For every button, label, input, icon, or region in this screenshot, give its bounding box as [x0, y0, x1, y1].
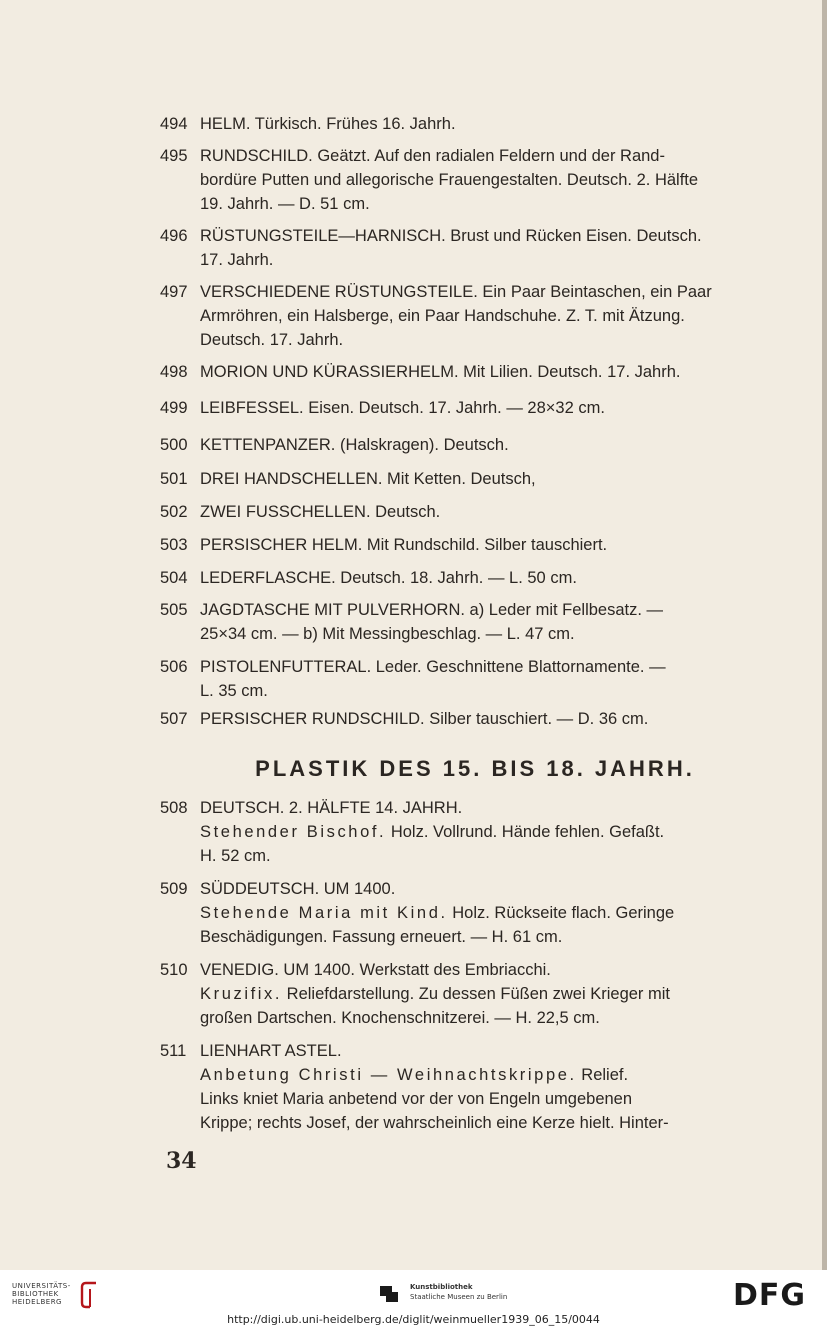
object-name: Stehender Bischof.	[200, 823, 387, 841]
source-url[interactable]: http://digi.ub.uni-heidelberg.de/diglit/weinmueller1939_06_15/0044	[227, 1313, 600, 1326]
entry-text: Reliefdarstellung. Zu dessen Füßen zwei Krieger mit	[282, 985, 670, 1003]
entry-text: LEDERFLASCHE. Deutsch. 18. Jahrh. — L. 50 cm.	[200, 569, 577, 587]
entry-text-continued: Links kniet Maria anbetend vor der von Engeln umgebenen	[200, 1090, 633, 1108]
entry-number: 508	[160, 799, 188, 817]
entry-number: 501	[160, 470, 188, 488]
catalog-entry-499	[160, 396, 790, 420]
catalog-entry-497	[160, 280, 790, 352]
entry-text-continued: großen Dartschen. Knochenschnitzerei. — H. 22,5 cm.	[200, 1009, 600, 1027]
object-name: Stehende Maria mit Kind.	[200, 904, 448, 922]
entry-text: RÜSTUNGSTEILE—HARNISCH. Brust und Rücken Eisen. Deutsch.	[200, 227, 702, 245]
entry-number: 503	[160, 536, 188, 554]
entry-text: RUNDSCHILD. Geätzt. Auf den radialen Feldern und der Rand-	[200, 147, 665, 165]
entry-text: MORION UND KÜRASSIERHELM. Mit Lilien. Deutsch. 17. Jahrh.	[200, 363, 681, 381]
entry-number: 495	[160, 147, 188, 165]
catalog-entry-510	[160, 958, 790, 1030]
catalog-entry-507	[160, 707, 790, 731]
entry-title: SÜDDEUTSCH. UM 1400.	[200, 880, 396, 898]
entry-number: 507	[160, 710, 188, 728]
entry-text-continued: Krippe; rechts Josef, der wahrscheinlich eine Kerze hielt. Hinter-	[200, 1114, 669, 1132]
entry-text-continued: Beschädigungen. Fassung erneuert. — H. 61 cm.	[200, 928, 563, 946]
kunstbibliothek-logo-icon	[378, 1282, 400, 1304]
entry-number: 511	[160, 1042, 187, 1060]
entry-text: DREI HANDSCHELLEN. Mit Ketten. Deutsch,	[200, 470, 536, 488]
catalog-entry-498	[160, 360, 790, 384]
entry-text: HELM. Türkisch. Frühes 16. Jahrh.	[200, 115, 456, 133]
entry-number: 498	[160, 363, 188, 381]
entry-text: LEIBFESSEL. Eisen. Deutsch. 17. Jahrh. — 28×32 cm.	[200, 399, 605, 417]
entry-text: KETTENPANZER. (Halskragen). Deutsch.	[200, 436, 509, 454]
entry-text-continued: 17. Jahrh.	[200, 251, 274, 269]
entry-text: PERSISCHER HELM. Mit Rundschild. Silber tauschiert.	[200, 536, 608, 554]
catalog-entry-496	[160, 224, 790, 272]
entry-text: Relief.	[576, 1066, 629, 1084]
kunstbibliothek-label: Kunstbibliothek Staatliche Museen zu Berlin	[410, 1283, 508, 1301]
entry-text-continued: bordüre Putten und allegorische Frauengestalten. Deutsch. 2. Hälfte	[200, 171, 699, 189]
catalog-entry-501	[160, 467, 790, 491]
object-name: Kruzifix.	[200, 985, 283, 1003]
entry-number: 505	[160, 601, 188, 619]
entry-text: Holz. Rückseite flach. Geringe	[447, 904, 675, 922]
catalog-entry-502	[160, 500, 790, 524]
entry-text: ZWEI FUSSCHELLEN. Deutsch.	[200, 503, 441, 521]
section-heading: PLASTIK DES 15. BIS 18. JAHRH.	[255, 756, 695, 781]
page-edge	[822, 0, 827, 1270]
entry-number: 506	[160, 658, 188, 676]
page-number: 34	[166, 1148, 197, 1174]
entry-text-continued: H. 52 cm.	[200, 847, 271, 865]
catalog-entry-495	[160, 144, 790, 216]
catalog-entry-500	[160, 433, 790, 457]
catalog-entry-511	[160, 1039, 790, 1135]
catalog-entry-509	[160, 877, 790, 949]
entry-number: 500	[160, 436, 188, 454]
entry-text: VERSCHIEDENE RÜSTUNGSTEILE. Ein Paar Beintaschen, ein Paar	[200, 283, 712, 301]
entry-text-continued: 19. Jahrh. — D. 51 cm.	[200, 195, 370, 213]
entry-number: 504	[160, 569, 188, 587]
entry-text-continued: 25×34 cm. — b) Mit Messingbeschlag. — L. 47 cm.	[200, 625, 575, 643]
entry-number: 502	[160, 503, 188, 521]
entry-title: DEUTSCH. 2. HÄLFTE 14. JAHRH.	[200, 799, 463, 817]
university-library-label: UNIVERSITÄTS- BIBLIOTHEK HEIDELBERG	[12, 1282, 71, 1306]
entry-title: VENEDIG. UM 1400. Werkstatt des Embriacchi.	[200, 961, 551, 979]
entry-number: 499	[160, 399, 188, 417]
entry-text-continued: Armröhren, ein Halsberge, ein Paar Handschuhe. Z. T. mit Ätzung.	[200, 307, 685, 325]
entry-text: Holz. Vollrund. Hände fehlen. Gefaßt.	[386, 823, 665, 841]
entry-number: 510	[160, 961, 188, 979]
dfg-logo: DFG	[733, 1278, 807, 1313]
catalog-entry-508	[160, 796, 790, 868]
catalog-entry-505	[160, 598, 790, 646]
entry-number: 509	[160, 880, 188, 898]
catalog-entry-506	[160, 655, 790, 703]
entry-text: JAGDTASCHE MIT PULVERHORN. a) Leder mit Fellbesatz. —	[200, 601, 664, 619]
entry-text-continued: Deutsch. 17. Jahrh.	[200, 331, 344, 349]
catalog-entry-494	[160, 112, 790, 136]
entry-title: LIENHART ASTEL.	[200, 1042, 342, 1060]
object-name: Anbetung Christi — Weihnachtskrippe.	[200, 1066, 577, 1084]
entry-text-continued: L. 35 cm.	[200, 682, 268, 700]
catalog-entry-504	[160, 566, 790, 590]
entry-number: 497	[160, 283, 188, 301]
entry-text: PISTOLENFUTTERAL. Leder. Geschnittene Blattornamente. —	[200, 658, 666, 676]
entry-number: 494	[160, 115, 188, 133]
heidelberg-logo-icon	[78, 1280, 100, 1310]
entry-number: 496	[160, 227, 188, 245]
entry-text: PERSISCHER RUNDSCHILD. Silber tauschiert. — D. 36 cm.	[200, 710, 649, 728]
catalog-entry-503	[160, 533, 790, 557]
